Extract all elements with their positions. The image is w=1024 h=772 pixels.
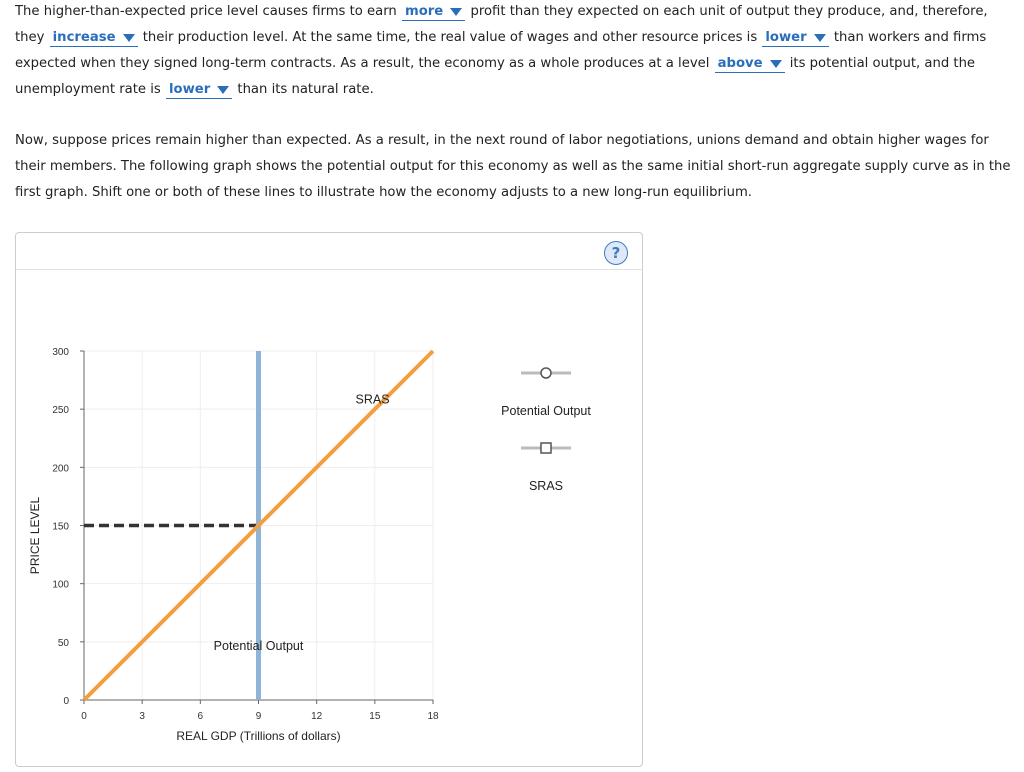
sras-curve-label: SRAS [355,392,390,407]
x-tick-label: 9 [255,711,262,722]
legend-potential-output-label: Potential Output [501,404,591,418]
text-segment: than workers and firms [833,30,987,45]
square-handle-icon [541,443,551,453]
text-segment: their production level. At the same time, the real value of wages and other resource prices is [142,30,758,45]
paragraph-1-line-4 [15,80,374,100]
y-tick-label: 150 [52,521,69,533]
profit-dropdown[interactable] [402,3,465,21]
chevron-down-icon [123,34,135,42]
legend [501,368,591,493]
text-segment: unemployment rate is [15,82,161,97]
legend-sras-label: SRAS [528,479,564,493]
text-segment: The higher-than-expected price level causes firms to earn [15,4,397,19]
y-axis-label: PRICE LEVEL [28,496,42,575]
real-wages-dropdown-value: lower [765,30,807,45]
x-tick-label: 15 [369,711,381,722]
potential-output-curve-label: Potential Output [213,638,304,653]
output-level-dropdown-value: above [717,56,763,71]
text-segment: profit than they expected on each unit of output they produce, and, therefore, [470,4,988,19]
graph-canvas[interactable] [16,233,642,766]
profit-dropdown-value: more [405,4,444,19]
legend-potential-output-tool[interactable] [521,368,571,378]
circle-handle-icon [541,368,551,378]
paragraph-2-line-2: their members. The following graph shows the potential output for this economy as well as the same initial short-run aggregate supply curve as in the [15,159,1011,174]
text-segment: its potential output, and the [789,56,976,71]
output-level-dropdown[interactable] [715,55,785,73]
paragraph-1-line-2 [15,28,986,48]
chevron-down-icon [450,8,462,16]
legend-sras-tool[interactable] [521,443,571,453]
x-axis-label: REAL GDP (Trillions of dollars) [176,729,341,743]
text-segment: than its natural rate. [237,82,374,97]
paragraph-2-line-1: Now, suppose prices remain higher than expected. As a result, in the next round of labor negotiations, unions demand and obtain higher wages for [15,133,989,148]
chevron-down-icon [770,60,782,68]
help-button[interactable]: ? [604,241,628,265]
chevron-down-icon [217,86,229,94]
y-tick-label: 100 [52,579,69,591]
x-tick-label: 12 [311,711,323,722]
text-segment: they [15,30,45,45]
production-dropdown[interactable] [50,29,138,47]
text-segment: expected when they signed long-term contracts. As a result, the economy as a whole produces at a level [15,56,710,71]
x-tick-label: 18 [427,711,439,722]
real-wages-dropdown[interactable] [762,29,828,47]
y-tick-label: 0 [63,696,69,707]
chevron-down-icon [814,34,826,42]
paragraph-2-line-3: first graph. Shift one or both of these lines to illustrate how the economy adjusts to a new long-run equilibrium. [15,185,752,200]
x-tick-label: 3 [139,711,145,722]
production-dropdown-value: increase [52,30,116,45]
unemployment-dropdown-value: lower [168,82,211,97]
y-tick-label: 200 [52,463,69,475]
x-tick-label: 6 [197,711,204,722]
x-tick-label: 0 [81,711,87,722]
y-tick-label: 250 [52,405,69,417]
y-tick-label: 50 [57,637,69,649]
paragraph-1-line-1 [15,2,988,22]
graph-panel [15,232,643,767]
unemployment-dropdown[interactable] [166,81,232,99]
y-tick-label: 300 [52,347,69,358]
paragraph-1-line-3 [15,54,975,74]
